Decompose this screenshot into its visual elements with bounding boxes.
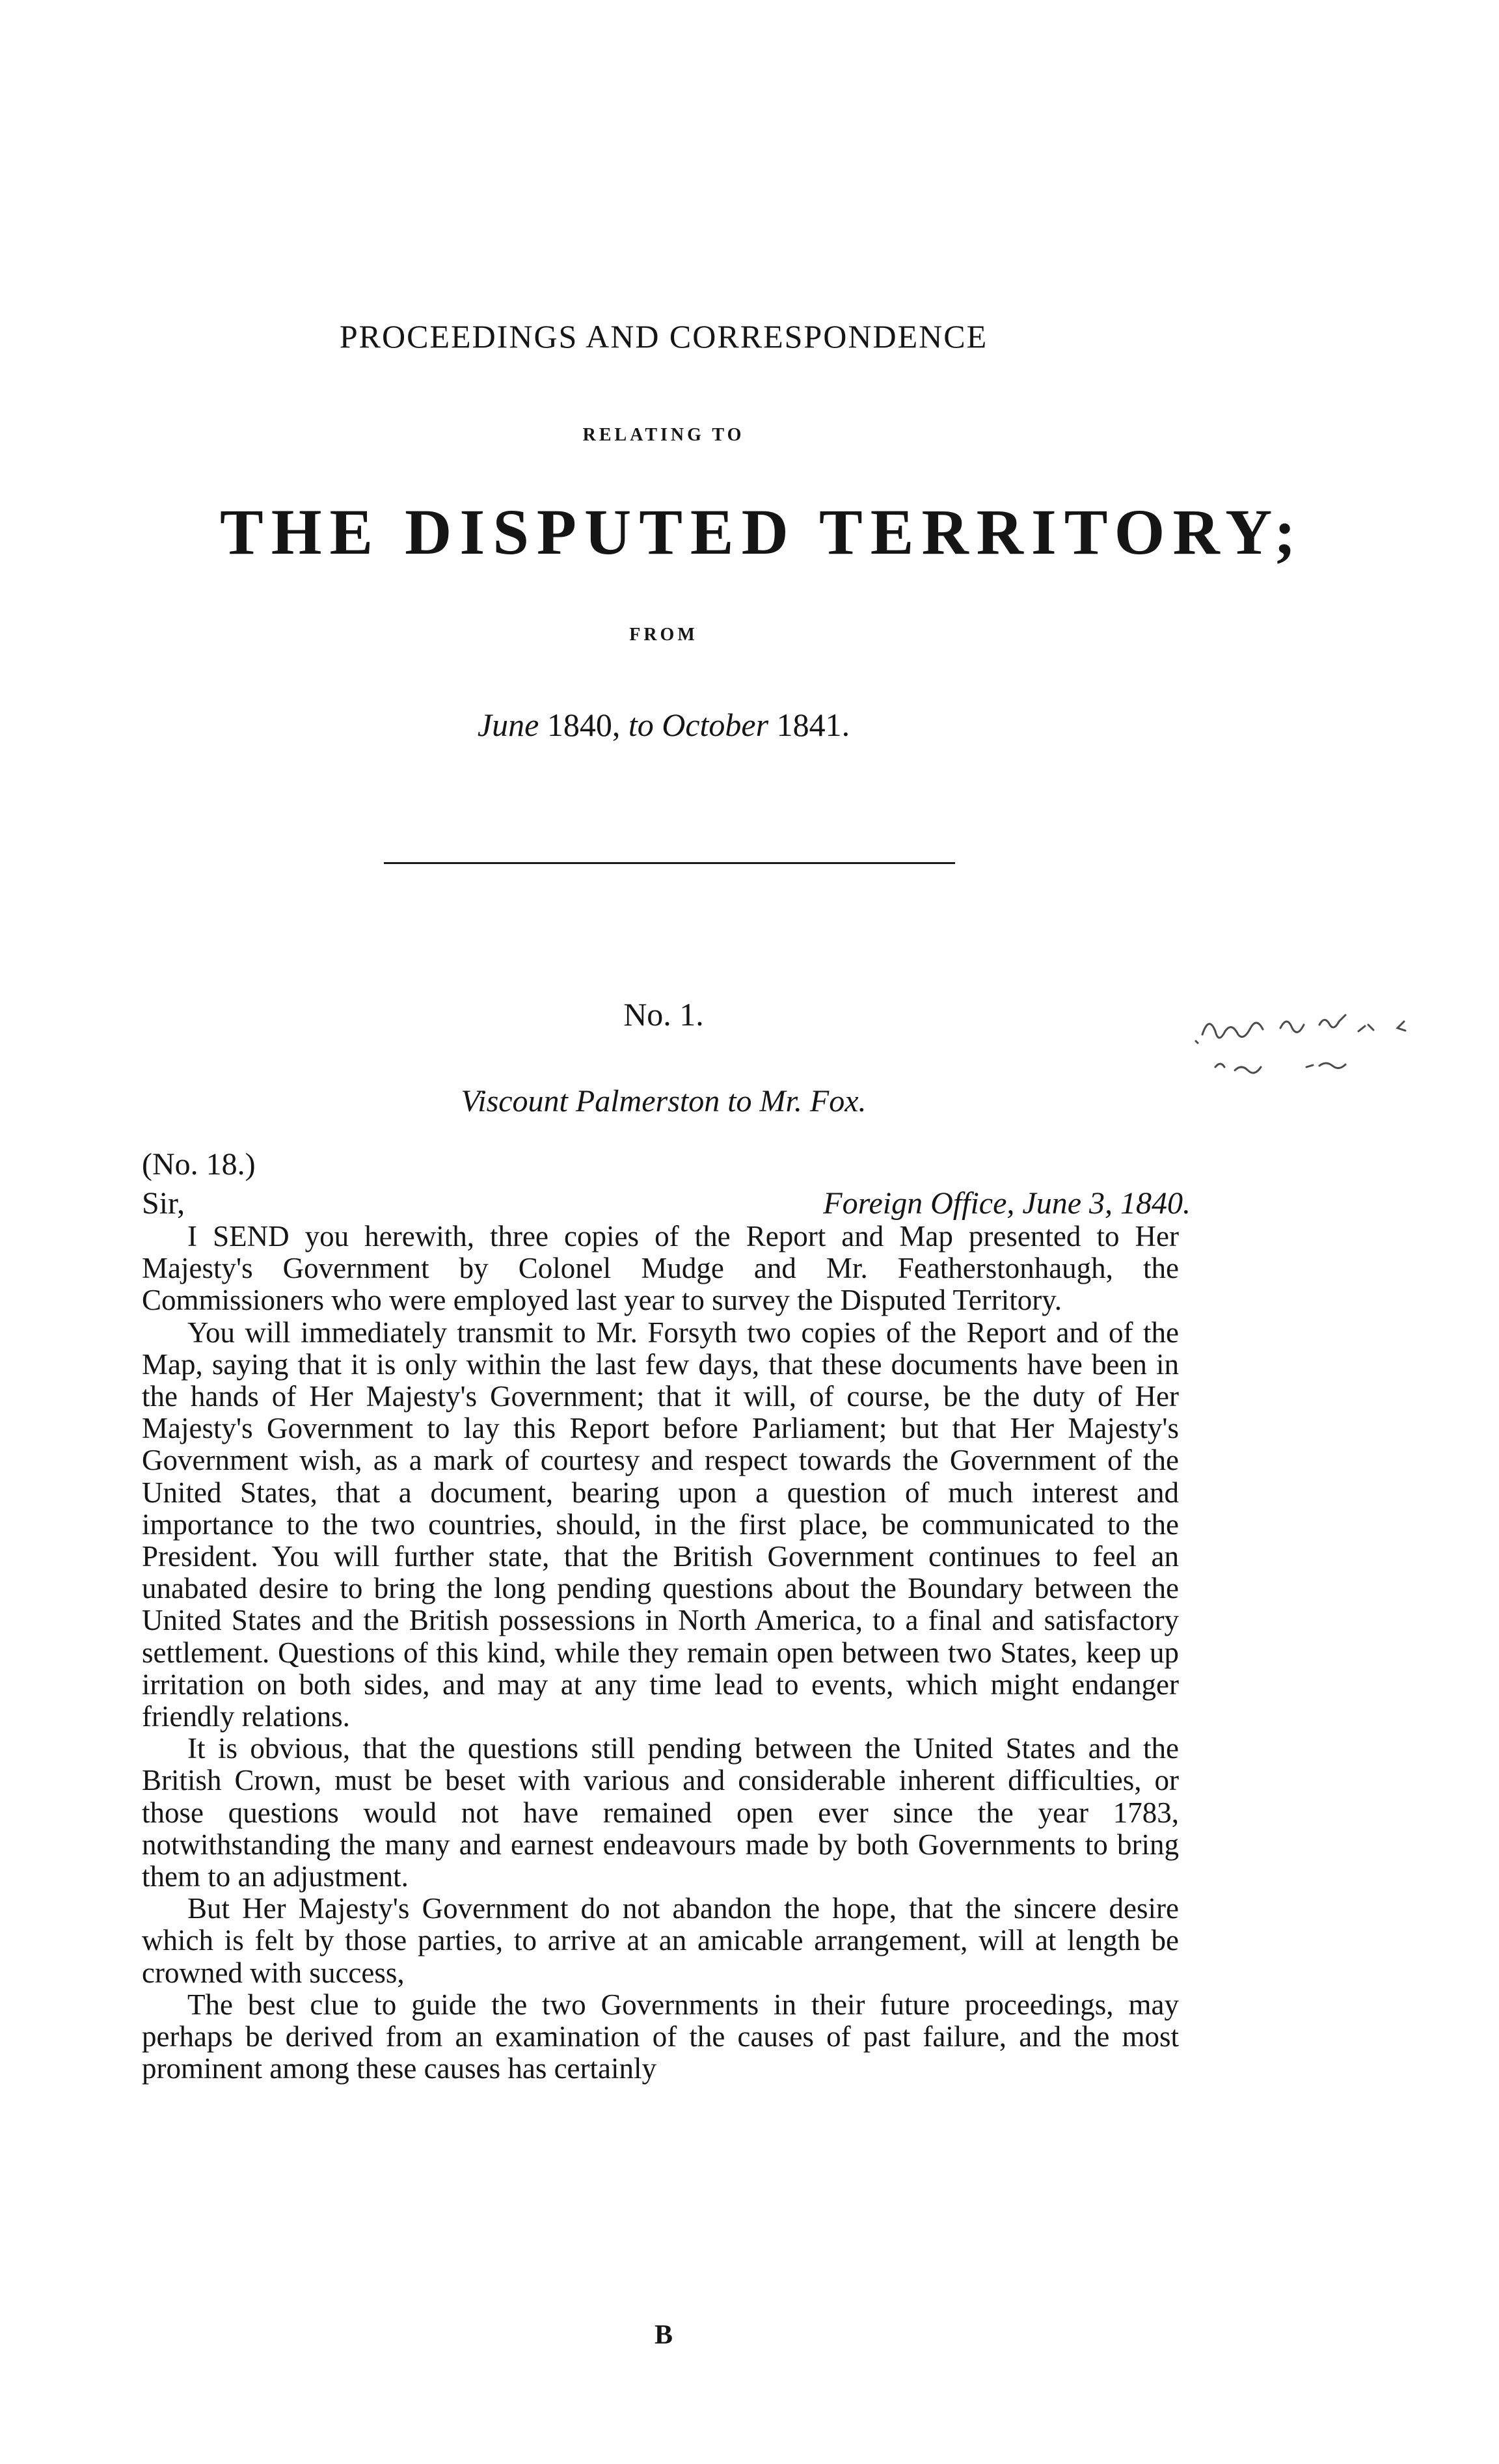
- paragraph: I SEND you herewith, three copies of the Report and Map presented to Her Majesty's Government by Colonel Mudge and Mr. Featherstonhaugh, the Commissioners who were employed last year to survey the Disputed Territory.: [142, 1220, 1179, 1317]
- date-to: to: [628, 707, 654, 743]
- letter-dateline: Foreign Office, June 3, 1840.: [823, 1186, 1191, 1221]
- handwritten-margin-note: [1189, 995, 1424, 1093]
- date-start-month: June: [477, 707, 539, 743]
- date-end-year: 1841.: [776, 707, 850, 743]
- signature-mark: B: [654, 2320, 673, 2350]
- letter-number: No. 1.: [623, 996, 704, 1033]
- paragraph: The best clue to guide the two Governments in their future proceedings, may perhaps be derived from an examination of the causes of past failure, and the most prominent among these causes has certainly: [142, 1988, 1179, 2085]
- paragraph: But Her Majesty's Government do not abandon the hope, that the sincere desire which is felt by those parties, to arrive at an amicable arrangement, will at length be crowned with success,: [142, 1892, 1179, 1989]
- date-start-year: 1840,: [547, 707, 621, 743]
- paragraph: It is obvious, that the questions still pending between the United States and the British Crown, must be beset with various and considerable inherent difficulties, or those questions would not have remained open ever since the year 1783, notwithstanding the many and earnest endeavours made by both Governments to bring them to an adjustment.: [142, 1732, 1179, 1893]
- divider-rule: [384, 862, 955, 864]
- letter-body: [142, 1221, 1179, 2085]
- relating-to-line: RELATING TO: [582, 425, 745, 445]
- from-line: FROM: [629, 625, 698, 645]
- document-title: PROCEEDINGS AND CORRESPONDENCE: [339, 318, 988, 355]
- paragraph: You will immediately transmit to Mr. Forsyth two copies of the Report and of the Map, saying that it is only within the last few days, that these documents have been in the hands of Her Majesty's Government; that it will, of course, be the duty of Her Majesty's Government to lay this Report before Parliament; but that Her Majesty's Government wish, as a mark of courtesy and respect towards the Government of the United States, that a document, bearing upon a question of much interest and importance to the two countries, should, in the first place, be communicated to the President. You will further state, that the British Government continues to feel an unabated desire to bring the long pending questions about the Boundary between the United States and the British possessions in North America, to a final and satisfactory settlement. Questions of this kind, while they remain open between two States, keep up irritation on both sides, and may at any time lead to events, which might endanger friendly relations.: [142, 1316, 1179, 1733]
- date-range: [455, 706, 872, 744]
- subject-title: THE DISPUTED TERRITORY;: [220, 496, 1304, 568]
- date-end-month: October: [662, 707, 769, 743]
- letter-heading: Viscount Palmerston to Mr. Fox.: [461, 1084, 867, 1118]
- letter-salutation: Sir,: [142, 1186, 185, 1221]
- letter-reference: (No. 18.): [142, 1147, 256, 1182]
